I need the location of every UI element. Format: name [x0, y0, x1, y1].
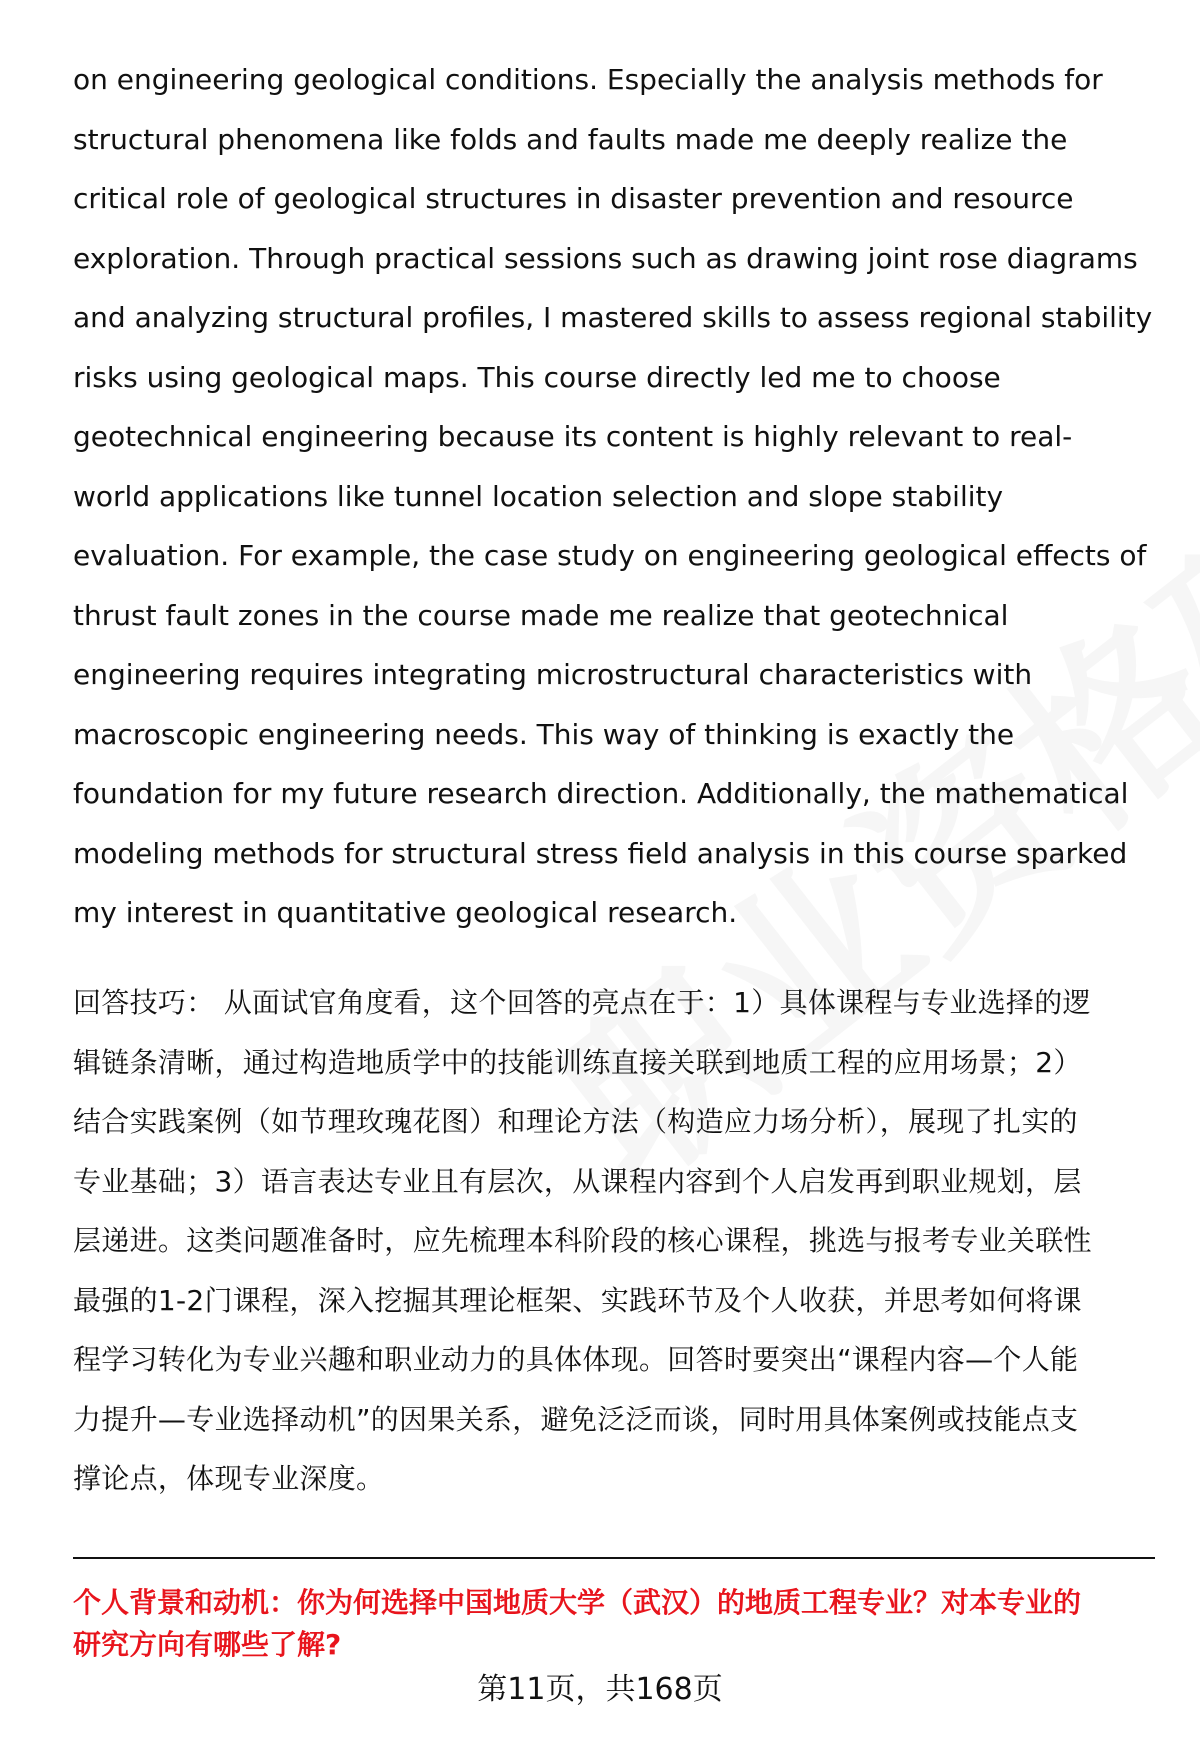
text-line: foundation for my future research direction. Additionally, the mathematical [73, 777, 1129, 810]
next-question-heading [73, 1582, 1163, 1666]
text-line: engineering requires integrating microstructural characteristics with [73, 658, 1033, 691]
text-line: 辑链条清晰，通过构造地质学中的技能训练直接关联到地质工程的应用场景；2） [73, 1045, 1082, 1079]
text-line: 层递进。这类问题准备时，应先梳理本科阶段的核心课程，挑选与报考专业关联性 [73, 1224, 1092, 1257]
text-line: 研究方向有哪些了解? [73, 1628, 342, 1661]
answer-tips [73, 973, 1163, 1509]
text-line: 程学习转化为专业兴趣和职业动力的具体体现。回答时要突出“课程内容—个人能 [73, 1343, 1079, 1376]
text-line: 回答技巧： 从面试官角度看，这个回答的亮点在于：1）具体课程与专业选择的逻 [73, 986, 1091, 1019]
answer-english [73, 50, 1163, 943]
text-line: risks using geological maps. This course directly led me to choose [73, 360, 1001, 394]
text-line: thrust fault zones in the course made me realize that geotechnical [73, 598, 1009, 632]
text-line: 力提升—专业选择动机”的因果关系，避免泛泛而谈，同时用具体案例或技能点支 [73, 1402, 1079, 1436]
text-line: exploration. Through practical sessions such as drawing joint rose diagrams [73, 241, 1138, 275]
text-line: world applications like tunnel location selection and slope stability [73, 479, 1004, 513]
text-line: 最强的1-2门课程，深入挖掘其理论框架、实践环节及个人收获，并思考如何将课 [73, 1283, 1082, 1317]
text-line: geotechnical engineering because its content is highly relevant to real- [73, 420, 1073, 453]
page-footer: 第11页，共168页 [477, 1672, 723, 1707]
divider [73, 1557, 1155, 1559]
text-line: evaluation. For example, the case study on engineering geological effects of [73, 539, 1147, 572]
text-line: my interest in quantitative geological research. [73, 896, 738, 929]
text-line: and analyzing structural profiles, I mastered skills to assess regional stability [73, 301, 1153, 334]
text-line: 结合实践案例（如节理玫瑰花图）和理论方法（构造应力场分析），展现了扎实的 [73, 1105, 1078, 1138]
text-line: 个人背景和动机：你为何选择中国地质大学（武汉）的地质工程专业？对本专业的 [73, 1586, 1082, 1619]
text-line: modeling methods for structural stress field analysis in this course sparked [73, 836, 1128, 870]
text-line: on engineering geological conditions. Especially the analysis methods for [73, 63, 1103, 96]
text-line: 撑论点，体现专业深度。 [73, 1462, 385, 1495]
text-line: structural phenomena like folds and faults made me deeply realize the [73, 122, 1068, 156]
text-line: critical role of geological structures in disaster prevention and resource [73, 182, 1074, 215]
text-line: 专业基础；3）语言表达专业且有层次，从课程内容到个人启发再到职业规划，层 [73, 1164, 1082, 1198]
text-line: macroscopic engineering needs. This way of thinking is exactly the [73, 717, 1015, 751]
